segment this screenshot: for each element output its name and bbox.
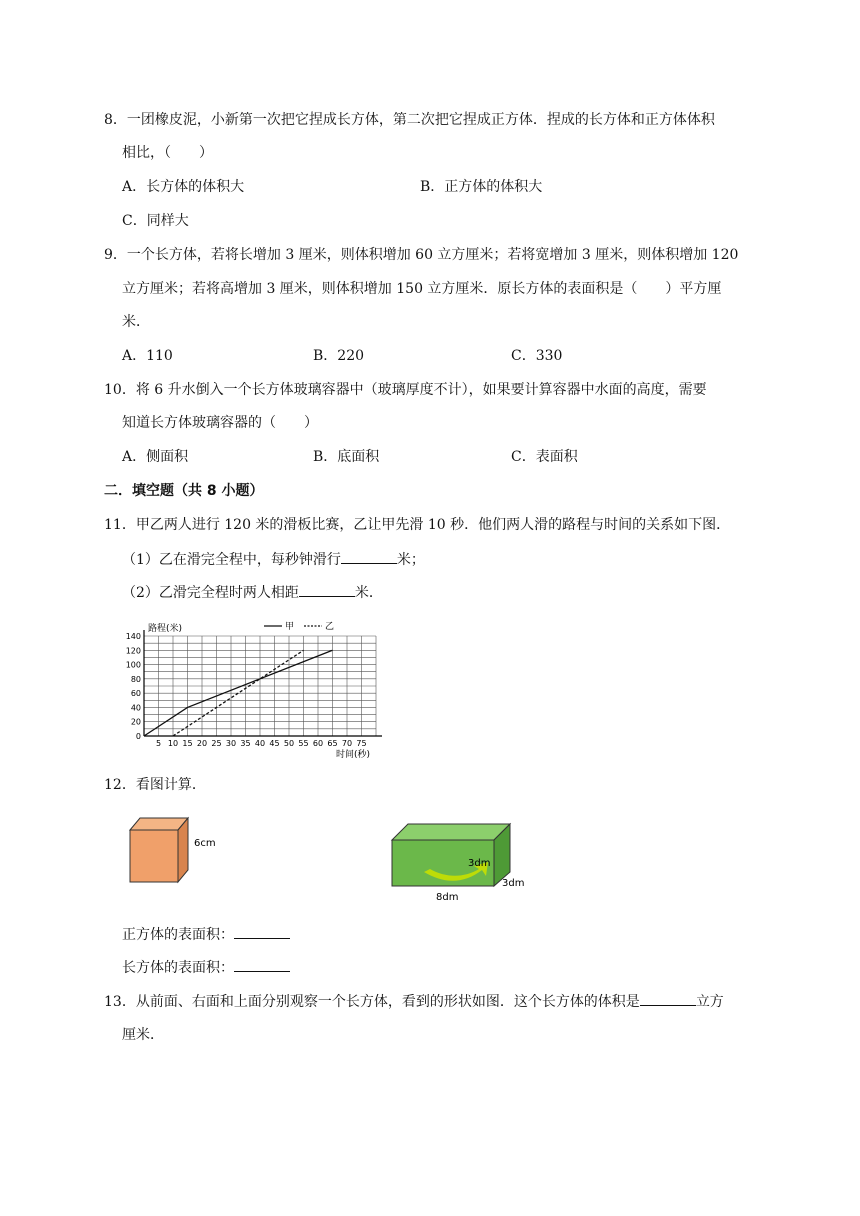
q13-line1-post: 立方 [695, 994, 724, 1010]
distance-time-chart [118, 616, 384, 762]
y-tick-label: 80 [130, 674, 141, 684]
q10-option-a: A．侧面积 [122, 449, 189, 465]
q11-sub2-post: 米． [354, 585, 383, 601]
x-tick-label: 5 [155, 739, 162, 748]
q10-line1: 10．将 6 升水倒入一个长方体玻璃容器中（玻璃厚度不计），如果要计算容器中水面的高度，需要 [104, 382, 707, 398]
q10-line2: 知道长方体玻璃容器的（ ） [122, 415, 318, 431]
answer-blank[interactable] [299, 582, 355, 597]
y-tick-label: 140 [125, 632, 141, 641]
q11-sub1-post: 米； [396, 552, 425, 568]
q8-option-b: B．正方体的体积大 [420, 179, 543, 195]
chart-legend [264, 621, 334, 632]
chart-x-label: 时间(秒) [336, 750, 371, 760]
q11-sub1-pre: （1）乙在滑完全程中，每秒钟滑行 [122, 552, 341, 568]
x-tick-label: 20 [196, 739, 208, 748]
q12-line1: 12．看图计算． [104, 777, 206, 793]
q9-line2: 立方厘米；若将高增加 3 厘米，则体积增加 150 立方厘米．原长方体的表面积是（ ）平方厘 [122, 281, 722, 297]
y-tick-label: 40 [130, 703, 141, 713]
y-tick-label: 0 [135, 732, 141, 741]
chart-grid [144, 636, 376, 736]
q13-line2: 厘米． [122, 1027, 164, 1043]
x-tick-label: 50 [283, 739, 295, 748]
q11-sub2-pre: （2）乙滑完全程时两人相距 [122, 585, 299, 601]
cube-figure [126, 814, 222, 884]
x-tick-label: 60 [312, 739, 324, 748]
q9-option-c: C．330 [511, 348, 563, 364]
x-tick-label: 40 [254, 739, 266, 748]
q9-line1: 9．一个长方体，若将长增加 3 厘米，则体积增加 60 立方厘米；若将宽增加 3 厘米，则体积增加 120 [104, 247, 739, 263]
q11-sub2 [122, 582, 383, 603]
answer-blank[interactable] [341, 549, 397, 564]
y-tick-label: 120 [125, 646, 141, 656]
q12-answer-1 [122, 924, 290, 945]
q8-line1: 8．一团橡皮泥，小新第一次把它捏成长方体，第二次把它捏成正方体．捏成的长方体和正方体体积 [104, 112, 715, 128]
chart-axes [144, 630, 382, 736]
y-tick-label: 20 [130, 717, 141, 727]
q12-answer-2 [122, 957, 290, 978]
x-tick-label: 10 [167, 739, 179, 748]
chart-ticks [126, 632, 367, 748]
q8-option-a: A．长方体的体积大 [122, 179, 245, 195]
answer-blank[interactable] [234, 924, 290, 939]
q8-line2: 相比，（ ） [122, 145, 213, 161]
x-tick-label: 25 [211, 739, 222, 748]
x-tick-label: 65 [327, 739, 338, 748]
answer-blank[interactable] [640, 991, 696, 1006]
q11-line1: 11．甲乙两人进行 120 米的滑板比赛，乙让甲先滑 10 秒．他们两人滑的路程与时间的关系如下图． [104, 517, 731, 533]
x-tick-label: 30 [225, 739, 237, 748]
q10-option-b: B．底面积 [313, 449, 380, 465]
q8-option-c: C．同样大 [122, 213, 189, 229]
q9-option-a: A．110 [122, 348, 173, 364]
cuboid-length-label: 8dm [436, 892, 459, 903]
y-tick-label: 100 [125, 660, 141, 670]
y-tick-label: 60 [130, 689, 141, 699]
cuboid-top-face [392, 824, 510, 840]
cuboid-width-label: 3dm [502, 878, 525, 889]
x-tick-label: 45 [269, 739, 280, 748]
x-tick-label: 55 [298, 739, 309, 748]
x-tick-label: 15 [182, 739, 193, 748]
chart-y-label: 路程(米) [148, 624, 183, 634]
q13-line1-pre: 13．从前面、右面和上面分别观察一个长方体，看到的形状如图．这个长方体的体积是 [104, 994, 640, 1010]
legend-label-乙: 乙 [325, 622, 335, 632]
q12-answer-2-label: 长方体的表面积： [122, 960, 234, 976]
x-tick-label: 35 [240, 739, 251, 748]
q9-line3: 米． [122, 314, 150, 330]
cube-side-face [178, 818, 188, 882]
x-tick-label: 70 [341, 739, 353, 748]
cube-front-face [130, 830, 178, 882]
cuboid-figure [384, 814, 526, 906]
q11-sub1 [122, 549, 425, 570]
q13-line1 [104, 991, 724, 1012]
section-heading: 二．填空题（共 8 小题） [104, 483, 264, 499]
x-tick-label: 75 [356, 739, 367, 748]
q10-option-c: C．表面积 [511, 449, 578, 465]
q9-option-b: B．220 [313, 348, 365, 364]
legend-label-甲: 甲 [285, 622, 295, 632]
q12-answer-1-label: 正方体的表面积： [122, 927, 234, 943]
cuboid-height-label: 3dm [468, 858, 491, 869]
answer-blank[interactable] [234, 957, 290, 972]
cube-edge-label: 6cm [194, 838, 216, 849]
